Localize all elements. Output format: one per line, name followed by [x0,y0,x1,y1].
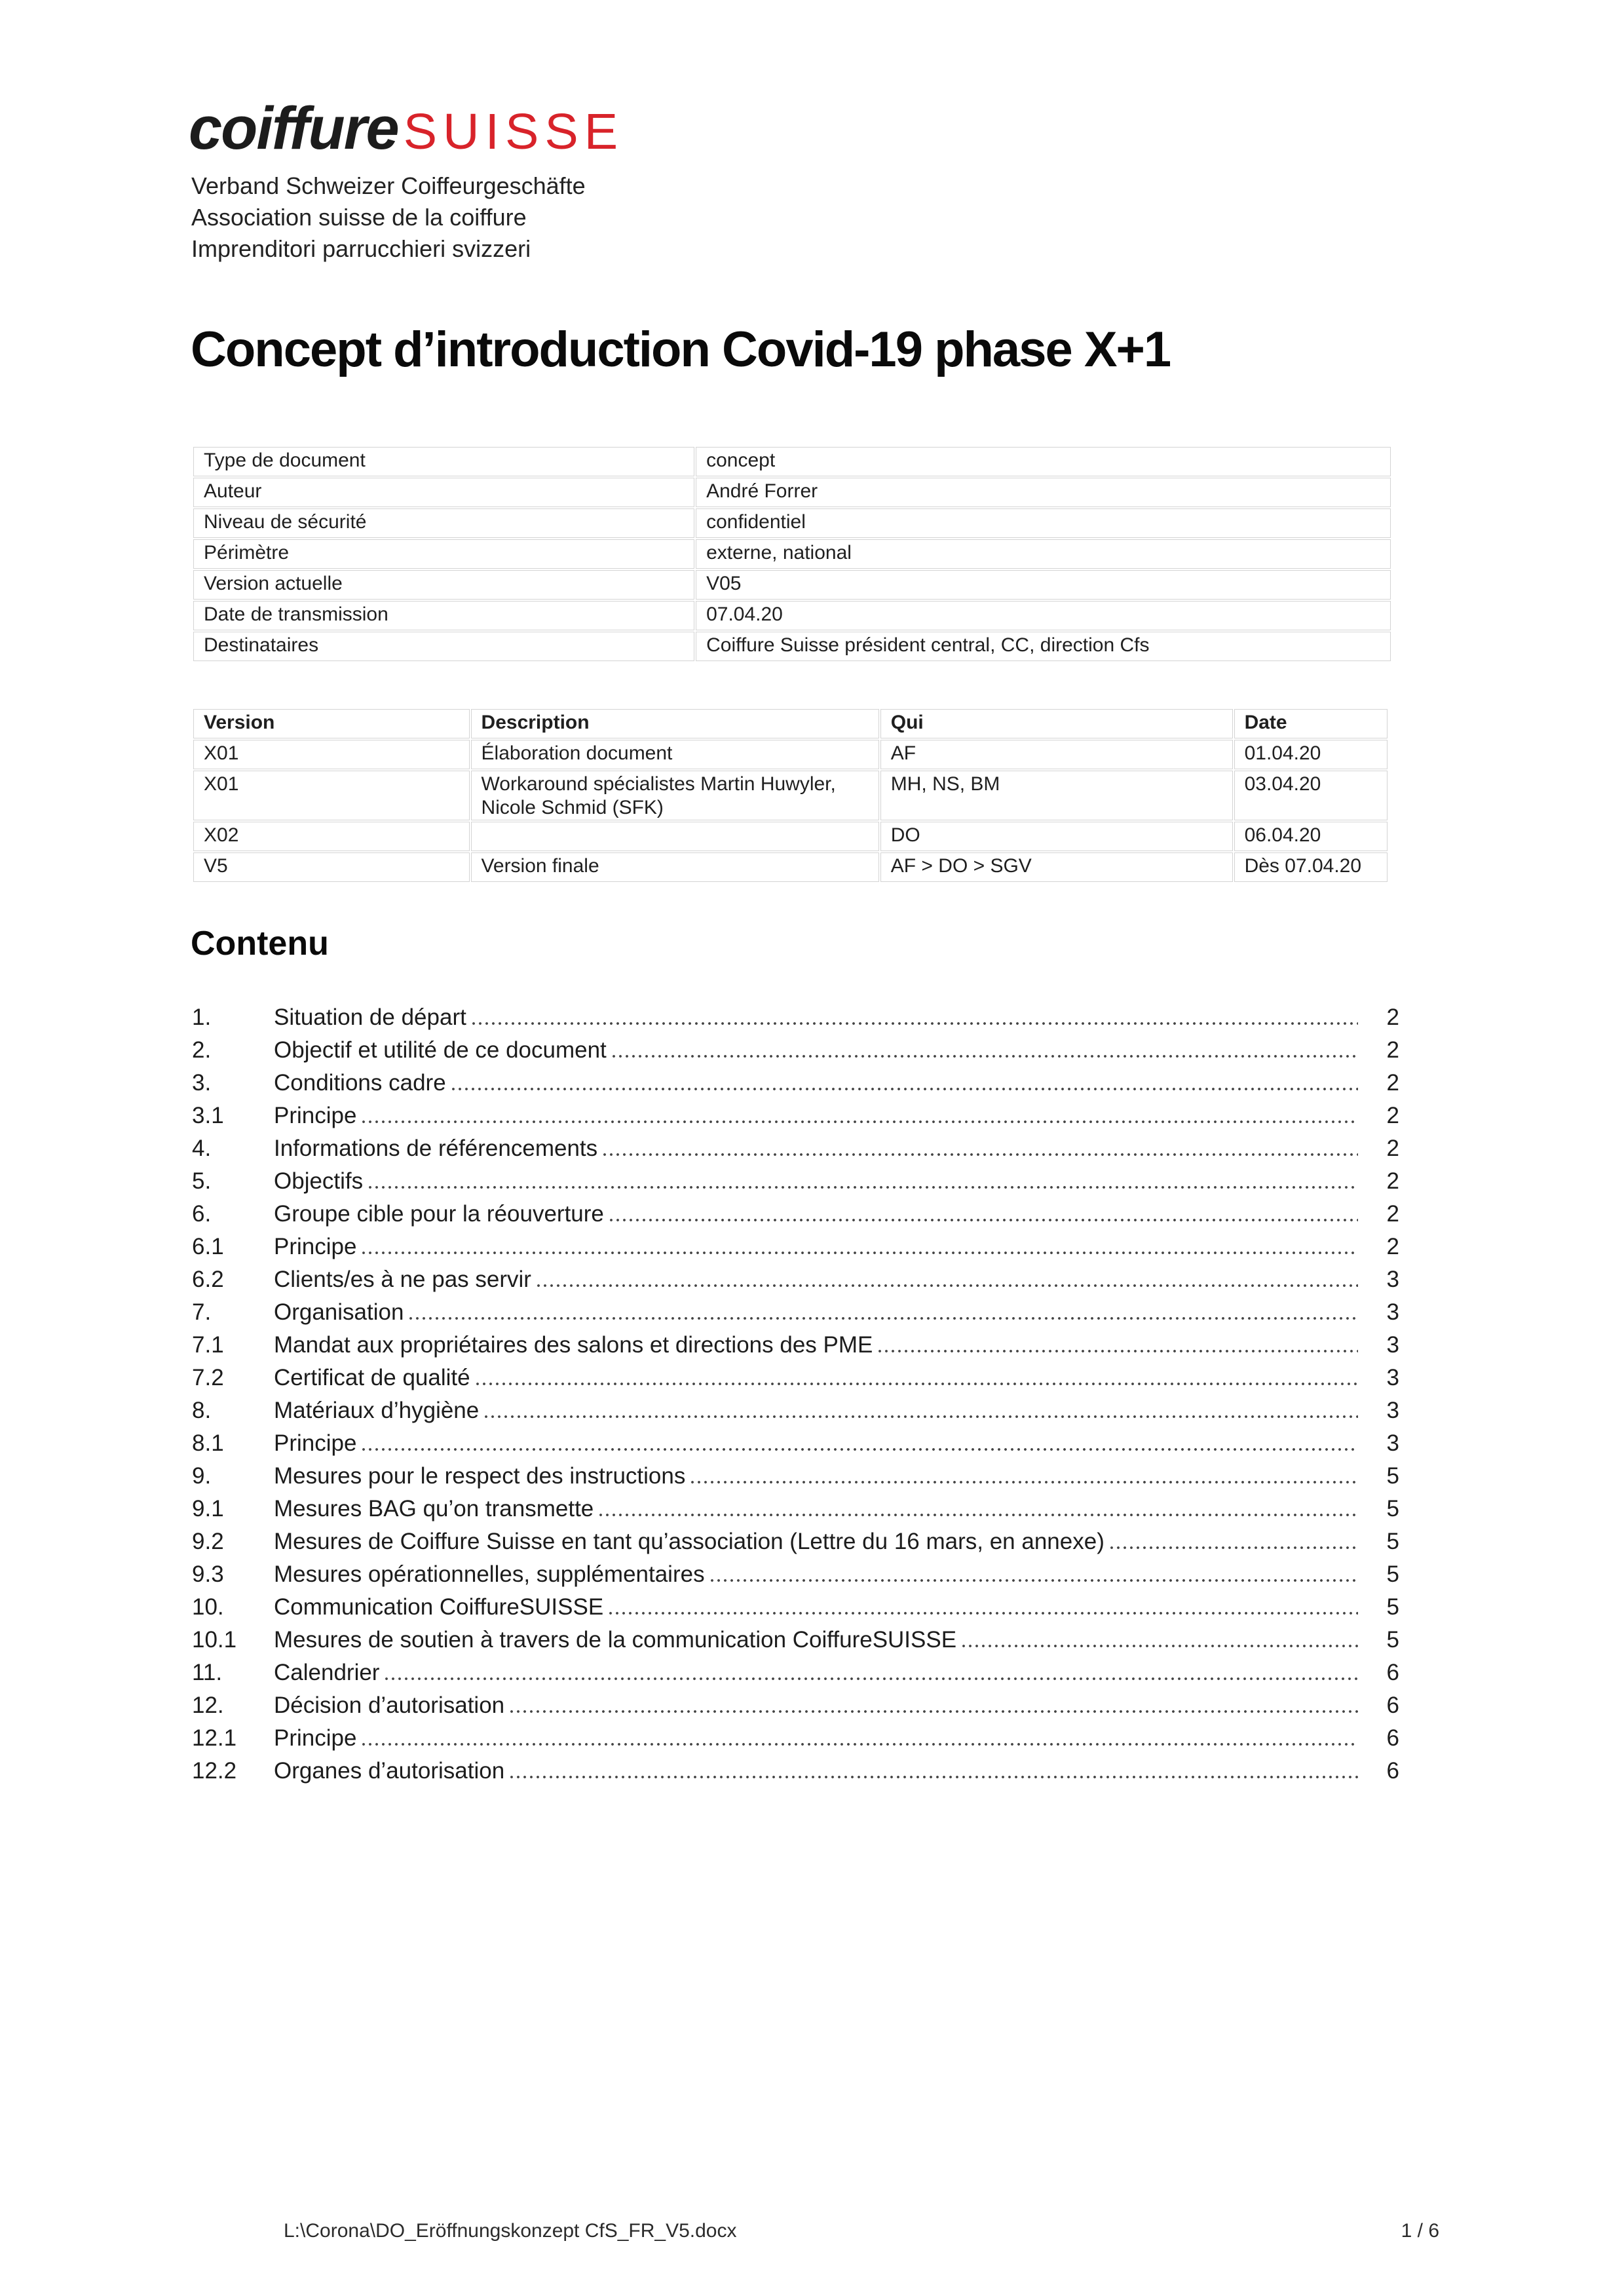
toc-entry-title: Principe [274,1103,357,1128]
version-cell-date: Dès 07.04.20 [1234,852,1388,882]
toc-entry-number: 7. [192,1299,212,1325]
toc-entry-title: Organes d’autorisation [274,1758,505,1784]
meta-value: confidentiel [696,508,1391,538]
toc-entry [192,1296,1399,1329]
toc-entry-title: Situation de départ [274,1004,466,1030]
toc-entry-title: Communication CoiffureSUISSE [274,1594,604,1620]
toc-entry-title: Mandat aux propriétaires des salons et directions des PME [274,1332,873,1358]
toc-dot-leader [601,1132,1358,1165]
toc-entry-number: 11. [192,1660,223,1685]
toc-dot-leader [611,1034,1358,1067]
version-cell-date: 01.04.20 [1234,740,1388,769]
coiffure-suisse-logo [189,95,624,162]
toc-entry [192,1231,1399,1263]
toc-entry-page-number: 2 [1386,1004,1399,1030]
toc-entry-number: 6. [192,1201,212,1227]
toc-entry-number: 12. [192,1693,224,1718]
toc-entry-title: Certificat de qualité [274,1365,470,1390]
toc-entry-page-number: 6 [1386,1693,1399,1718]
toc-entry-page-number: 5 [1386,1594,1399,1620]
document-meta-table [192,446,1392,662]
toc-entry-page-number: 2 [1386,1136,1399,1161]
toc-entry-number: 9.2 [192,1529,224,1554]
toc-dot-leader [474,1362,1358,1394]
toc-entry-page-number: 6 [1386,1758,1399,1784]
logo-wordmark-suisse: SUISSE [403,104,624,160]
toc-entry-number: 12.2 [192,1758,237,1784]
toc-entry [192,1624,1399,1656]
toc-entry-number: 10.1 [192,1627,237,1653]
version-header-row [193,709,1388,738]
version-cell-qui: DO [880,822,1233,851]
toc-entry-title: Principe [274,1234,357,1259]
toc-entry [192,1198,1399,1231]
version-cell-description [471,822,879,851]
toc-dot-leader [535,1263,1358,1296]
version-cell-description: Workaround spécialistes Martin Huwyler, Nicole Schmid (SFK) [471,771,879,820]
toc-entry-number: 10. [192,1594,224,1620]
version-cell-qui: MH, NS, BM [880,771,1233,820]
toc-entry-number: 6.2 [192,1267,224,1292]
meta-label: Périmètre [193,539,694,569]
meta-label: Date de transmission [193,601,694,630]
toc-entry [192,1656,1399,1689]
toc-entry-page-number: 3 [1386,1267,1399,1292]
version-cell-version: X01 [193,740,470,769]
toc-entry [192,1591,1399,1624]
toc-entry-number: 3.1 [192,1103,224,1128]
toc-entry-title: Calendrier [274,1660,380,1685]
toc-dot-leader [383,1656,1358,1689]
toc-entry-page-number: 5 [1386,1529,1399,1554]
toc-entry-title: Principe [274,1725,357,1751]
version-header-date: Date [1234,709,1388,738]
logo-subline: Verband Schweizer Coiffeurgeschäfte [191,172,586,199]
toc-dot-leader [360,1231,1358,1263]
toc-entry-page-number: 3 [1386,1398,1399,1423]
toc-entry-number: 6.1 [192,1234,224,1259]
toc-entry [192,1362,1399,1394]
toc-dot-leader [483,1394,1358,1427]
toc-dot-leader [597,1493,1358,1525]
toc-entry-number: 8.1 [192,1430,224,1456]
toc-entry-number: 9. [192,1463,212,1489]
version-cell-date: 03.04.20 [1234,771,1388,820]
toc-entry [192,1165,1399,1198]
meta-table-row [193,447,1391,476]
toc-dot-leader [508,1689,1358,1722]
toc-dot-leader [689,1460,1358,1493]
toc-dot-leader [360,1427,1358,1460]
meta-label: Auteur [193,478,694,507]
version-cell-qui: AF > DO > SGV [880,852,1233,882]
toc-dot-leader [360,1722,1358,1755]
logo-subline: Association suisse de la coiffure [191,204,527,231]
toc-entry-title: Organisation [274,1299,404,1325]
version-header-description: Description [471,709,879,738]
toc-entry-title: Décision d’autorisation [274,1693,505,1718]
toc-entry [192,1525,1399,1558]
version-cell-date: 06.04.20 [1234,822,1388,851]
toc-entry-number: 1. [192,1004,212,1030]
toc-entry [192,1067,1399,1100]
toc-entry [192,1427,1399,1460]
toc-entry-title: Mesures de soutien à travers de la communication CoiffureSUISSE [274,1627,957,1653]
meta-table-row [193,539,1391,569]
toc-entry-title: Matériaux d’hygiène [274,1398,480,1423]
meta-table-row [193,570,1391,600]
toc-entry-title: Objectifs [274,1168,364,1194]
toc-entry [192,1460,1399,1493]
toc-dot-leader [450,1067,1358,1100]
toc-entry-page-number: 2 [1386,1168,1399,1194]
toc-entry-number: 9.1 [192,1496,224,1521]
toc-dot-leader [607,1591,1358,1624]
toc-entry [192,1394,1399,1427]
toc-entry-number: 5. [192,1168,212,1194]
toc-entry-number: 9.3 [192,1561,224,1587]
toc-entry-page-number: 5 [1386,1463,1399,1489]
toc-entry-page-number: 3 [1386,1430,1399,1456]
meta-value: V05 [696,570,1391,600]
logo-sublines [191,170,586,265]
toc-heading: Contenu [191,925,329,963]
toc-entry-number: 7.1 [192,1332,224,1358]
meta-value: Coiffure Suisse président central, CC, direction Cfs [696,632,1391,661]
meta-value: 07.04.20 [696,601,1391,630]
version-table-row [193,822,1388,851]
toc-dot-leader [360,1100,1358,1132]
toc-entry-page-number: 6 [1386,1725,1399,1751]
toc-entry [192,1329,1399,1362]
toc-entry-page-number: 5 [1386,1561,1399,1587]
toc-entry-title: Mesures pour le respect des instructions [274,1463,686,1489]
toc-entry-number: 4. [192,1136,212,1161]
meta-value: André Forrer [696,478,1391,507]
meta-value: concept [696,447,1391,476]
toc-dot-leader [407,1296,1358,1329]
toc-dot-leader [709,1558,1358,1591]
footer-page-indicator: 1 / 6 [1401,2220,1439,2242]
logo-subline: Imprenditori parrucchieri svizzeri [191,235,531,262]
toc-dot-leader [470,1001,1358,1034]
toc-entry-page-number: 6 [1386,1660,1399,1685]
version-cell-version: X01 [193,771,470,820]
version-cell-version: V5 [193,852,470,882]
toc-entry-title: Mesures opérationnelles, supplémentaires [274,1561,705,1587]
meta-label: Niveau de sécurité [193,508,694,538]
toc-entry-page-number: 2 [1386,1070,1399,1096]
toc-dot-leader [1108,1525,1358,1558]
toc-dot-leader [960,1624,1358,1656]
toc-entry-page-number: 2 [1386,1103,1399,1128]
page-title: Concept d’introduction Covid-19 phase X+1 [191,322,1171,377]
toc-entry-page-number: 5 [1386,1496,1399,1521]
toc-entry-page-number: 5 [1386,1627,1399,1653]
meta-table-row [193,601,1391,630]
version-cell-qui: AF [880,740,1233,769]
toc-dot-leader [877,1329,1358,1362]
meta-label: Type de document [193,447,694,476]
toc-entry-number: 2. [192,1037,212,1063]
toc-entry [192,1689,1399,1722]
toc-entry-title: Mesures BAG qu’on transmette [274,1496,594,1521]
version-cell-description: Version finale [471,852,879,882]
toc-entry [192,1493,1399,1525]
meta-table-row [193,508,1391,538]
toc-dot-leader [608,1198,1358,1231]
toc-entry-page-number: 2 [1386,1234,1399,1259]
toc-entry-page-number: 3 [1386,1332,1399,1358]
toc-entry [192,1755,1399,1788]
table-of-contents [192,1001,1399,1788]
toc-dot-leader [367,1165,1358,1198]
toc-dot-leader [508,1755,1358,1788]
toc-entry-title: Objectif et utilité de ce document [274,1037,607,1063]
toc-entry-title: Clients/es à ne pas servir [274,1267,531,1292]
page-footer [0,2220,1624,2253]
toc-entry-number: 7.2 [192,1365,224,1390]
toc-entry-page-number: 3 [1386,1365,1399,1390]
toc-entry-number: 12.1 [192,1725,237,1751]
version-header-version: Version [193,709,470,738]
toc-entry-number: 3. [192,1070,212,1096]
version-cell-version: X02 [193,822,470,851]
version-table-row [193,852,1388,882]
toc-entry-title: Principe [274,1430,357,1456]
meta-label: Version actuelle [193,570,694,600]
toc-entry [192,1001,1399,1034]
footer-file-path: L:\Corona\DO_Eröffnungskonzept CfS_FR_V5.docx [284,2220,737,2242]
version-cell-description: Élaboration document [471,740,879,769]
toc-entry-page-number: 2 [1386,1037,1399,1063]
toc-entry [192,1558,1399,1591]
meta-table-row [193,478,1391,507]
meta-value: externe, national [696,539,1391,569]
version-header-qui: Qui [880,709,1233,738]
toc-entry-title: Groupe cible pour la réouverture [274,1201,604,1227]
meta-label: Destinataires [193,632,694,661]
toc-entry [192,1034,1399,1067]
toc-entry-title: Conditions cadre [274,1070,446,1096]
toc-entry [192,1132,1399,1165]
toc-entry-number: 8. [192,1398,212,1423]
toc-entry-title: Mesures de Coiffure Suisse en tant qu’association (Lettre du 16 mars, en annexe) [274,1529,1105,1554]
toc-entry-page-number: 2 [1386,1201,1399,1227]
logo-wordmark-coiffure: coiffure [189,95,398,162]
toc-entry [192,1100,1399,1132]
toc-entry-title: Informations de référencements [274,1136,598,1161]
version-history-table [192,708,1389,883]
toc-entry-page-number: 3 [1386,1299,1399,1325]
meta-table-row [193,632,1391,661]
version-table-row [193,771,1388,820]
toc-entry [192,1722,1399,1755]
toc-entry [192,1263,1399,1296]
version-table-row [193,740,1388,769]
